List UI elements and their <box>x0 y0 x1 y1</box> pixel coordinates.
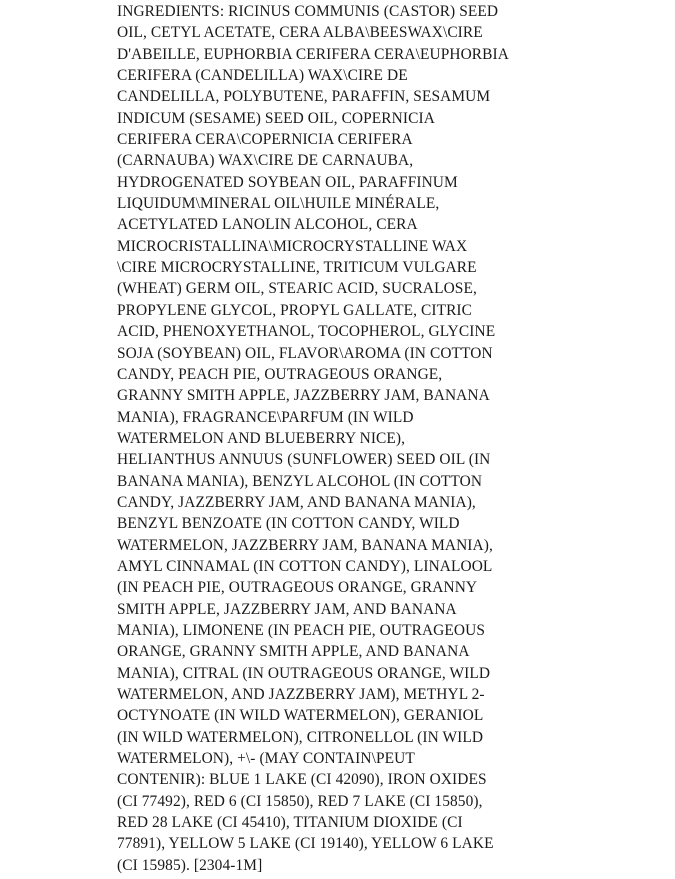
text-line: PROPYLENE GLYCOL, PROPYL GALLATE, CITRIC <box>117 301 473 319</box>
text-line: MANIA), FRAGRANCE\PARFUM (IN WILD <box>117 408 414 426</box>
ingredients-text <box>117 1 587 876</box>
text-line: OCTYNOATE (IN WILD WATERMELON), GERANIOL <box>117 707 484 725</box>
text-line: D'ABEILLE, EUPHORBIA CERIFERA CERA\EUPHORBIA <box>117 45 509 63</box>
text-line: WATERMELON), +\- (MAY CONTAIN\PEUT <box>117 750 415 768</box>
text-line: GRANNY SMITH APPLE, JAZZBERRY JAM, BANANA <box>117 387 490 405</box>
text-line: (IN PEACH PIE, OUTRAGEOUS ORANGE, GRANNY <box>117 579 478 597</box>
text-line: CERIFERA CERA\COPERNICIA CERIFERA <box>117 131 413 149</box>
text-line: ORANGE, GRANNY SMITH APPLE, AND BANANA <box>117 643 470 661</box>
text-line: HELIANTHUS ANNUUS (SUNFLOWER) SEED OIL (IN <box>117 451 491 469</box>
text-line: MICROCRISTALLINA\MICROCRYSTALLINE WAX <box>117 237 468 255</box>
text-line: \CIRE MICROCRYSTALLINE, TRITICUM VULGARE <box>117 259 477 277</box>
text-line: BENZYL BENZOATE (IN COTTON CANDY, WILD <box>117 515 460 533</box>
text-line: AMYL CINNAMAL (IN COTTON CANDY), LINALOOL <box>117 557 493 575</box>
text-line: MANIA), CITRAL (IN OUTRAGEOUS ORANGE, WILD <box>117 664 491 682</box>
text-line: CONTENIR): BLUE 1 LAKE (CI 42090), IRON OXIDES <box>117 771 487 789</box>
text-line: (CI 77492), RED 6 (CI 15850), RED 7 LAKE (CI 15850), <box>117 792 483 810</box>
text-line: (CARNAUBA) WAX\CIRE DE CARNAUBA, <box>117 152 414 170</box>
text-line: WATERMELON, JAZZBERRY JAM, BANANA MANIA), <box>117 536 493 554</box>
text-line: SMITH APPLE, JAZZBERRY JAM, AND BANANA <box>117 600 457 618</box>
text-line: CANDELILLA, POLYBUTENE, PARAFFIN, SESAMUM <box>117 88 491 106</box>
text-line: CERIFERA (CANDELILLA) WAX\CIRE DE <box>117 67 408 85</box>
text-line: (WHEAT) GERM OIL, STEARIC ACID, SUCRALOSE, <box>117 280 477 298</box>
text-line: INGREDIENTS: RICINUS COMMUNIS (CASTOR) SEED <box>117 3 499 20</box>
text-line: BANANA MANIA), BENZYL ALCOHOL (IN COTTON <box>117 472 483 490</box>
text-line: WATERMELON, AND JAZZBERRY JAM), METHYL 2- <box>117 686 485 703</box>
text-line: SOJA (SOYBEAN) OIL, FLAVOR\AROMA (IN COTTON <box>117 344 493 362</box>
text-line: CANDY, JAZZBERRY JAM, AND BANANA MANIA), <box>117 493 476 511</box>
text-line: ACID, PHENOXYETHANOL, TOCOPHEROL, GLYCINE <box>117 323 496 341</box>
text-line: CANDY, PEACH PIE, OUTRAGEOUS ORANGE, <box>117 365 443 383</box>
text-line: WATERMELON AND BLUEBERRY NICE), <box>117 429 406 447</box>
text-line: 77891), YELLOW 5 LAKE (CI 19140), YELLOW 6 LAKE <box>117 835 494 853</box>
text-line: INDICUM (SESAME) SEED OIL, COPERNICIA <box>117 109 435 127</box>
text-line: MANIA), LIMONENE (IN PEACH PIE, OUTRAGEOUS <box>117 621 485 639</box>
text-line: ACETYLATED LANOLIN ALCOHOL, CERA <box>117 216 418 234</box>
text-line: (IN WILD WATERMELON), CITRONELLOL (IN WILD <box>117 728 484 746</box>
text-line: LIQUIDUM\MINERAL OIL\HUILE MINÉRALE, <box>117 195 440 213</box>
text-line: HYDROGENATED SOYBEAN OIL, PARAFFINUM <box>117 173 458 191</box>
text-line: (CI 15985). [2304-1M] <box>117 856 263 874</box>
text-line: OIL, CETYL ACETATE, CERA ALBA\BEESWAX\CIRE <box>117 24 483 42</box>
text-line: RED 28 LAKE (CI 45410), TITANIUM DIOXIDE (CI <box>117 814 463 832</box>
